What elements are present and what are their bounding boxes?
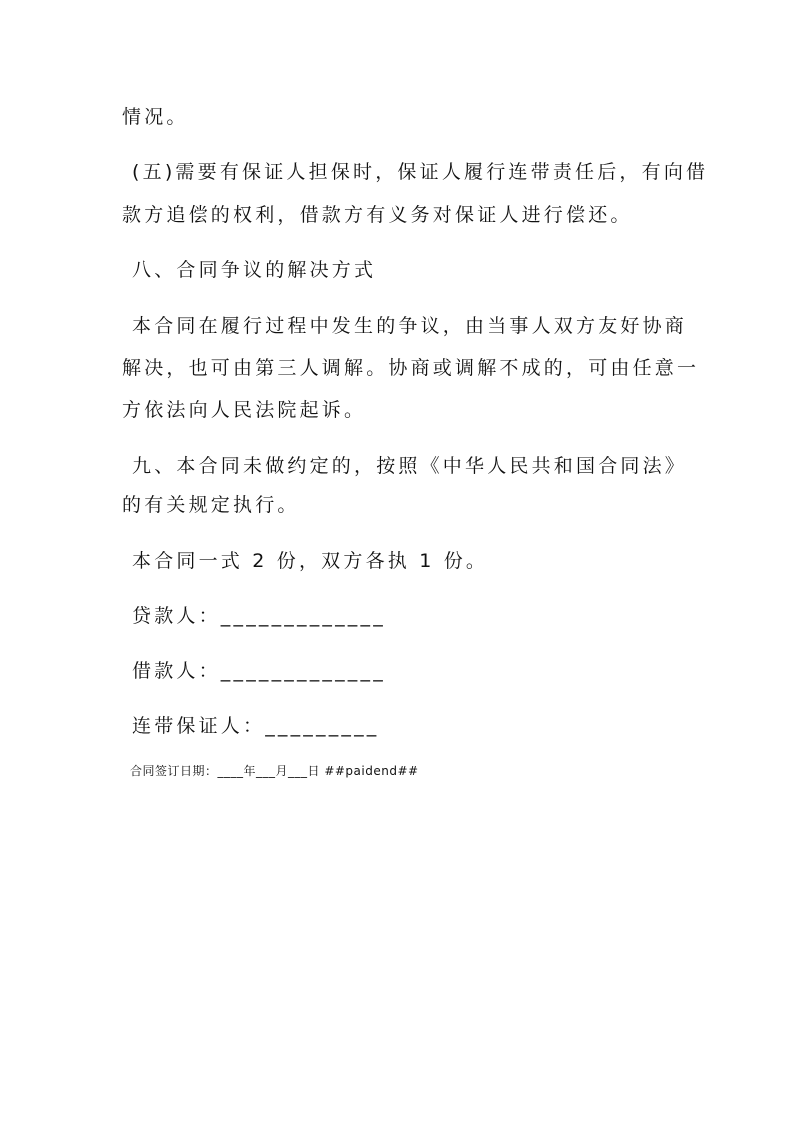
paragraph-line: 的有关规定执行。 bbox=[122, 494, 300, 516]
paragraph-line: 款方追偿的权利，借款方有义务对保证人进行偿还。 bbox=[122, 204, 633, 226]
borrower-signature-line: 借款人：_____________ bbox=[132, 660, 386, 682]
section-heading: 八、合同争议的解决方式 bbox=[132, 259, 377, 281]
paragraph-line: 本合同一式 2 份，双方各执 1 份。 bbox=[132, 550, 489, 572]
paragraph-line: 情况。 bbox=[122, 106, 189, 128]
paragraph-line: 本合同在履行过程中发生的争议，由当事人双方友好协商 bbox=[132, 315, 688, 337]
paragraph-line: 方依法向人民法院起诉。 bbox=[122, 399, 367, 421]
guarantor-signature-line: 连带保证人：_________ bbox=[132, 715, 380, 737]
paragraph-line: (五)需要有保证人担保时，保证人履行连带责任后，有向借 bbox=[132, 161, 709, 183]
signing-date-line: 合同签订日期：____年___月___日 ##paidend## bbox=[130, 764, 419, 778]
section-heading: 九、本合同未做约定的，按照《中华人民共和国合同法》 bbox=[132, 455, 688, 477]
lender-signature-line: 贷款人：_____________ bbox=[132, 605, 386, 627]
paragraph-line: 解决，也可由第三人调解。协商或调解不成的，可由任意一 bbox=[122, 357, 700, 379]
